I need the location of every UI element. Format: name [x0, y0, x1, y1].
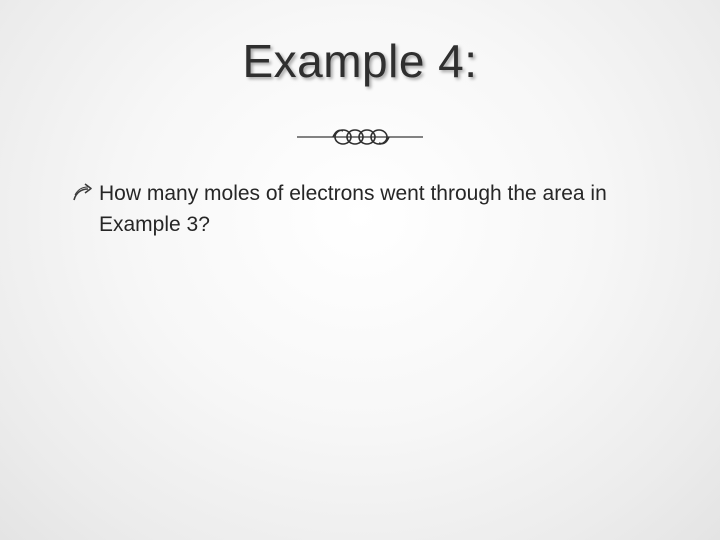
arrow-bullet-icon	[72, 183, 94, 203]
swirl-divider-icon	[295, 124, 425, 150]
slide-title: Example 4:	[242, 35, 478, 87]
bullet-text: How many moles of electrons went through the area in Example 3?	[99, 182, 607, 236]
bullet-item	[72, 178, 672, 240]
